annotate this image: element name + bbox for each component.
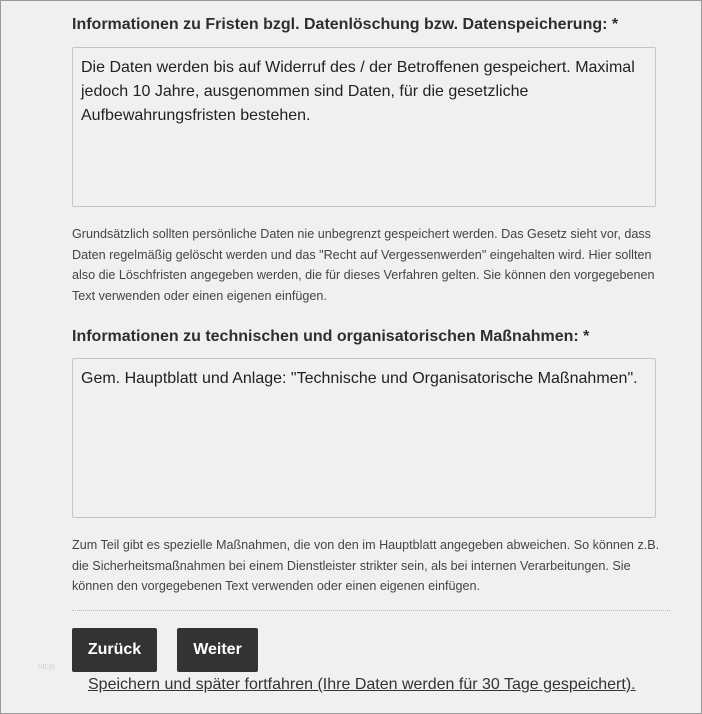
faint-text: htt:js <box>38 662 55 671</box>
next-button[interactable]: Weiter <box>177 628 258 672</box>
massnahmen-textarea[interactable]: Gem. Hauptblatt und Anlage: "Technische und Organisatorische Maßnahmen". <box>72 358 656 518</box>
fristen-textarea[interactable]: Die Daten werden bis auf Widerruf des / der Betroffenen gespeichert. Maximal jedoch 10 Jahre, ausgenommen sind Daten, für die gesetzliche Aufbewahrungsfristen bestehen. <box>72 47 656 207</box>
back-button[interactable]: Zurück <box>72 628 157 672</box>
massnahmen-label: Informationen zu technischen und organisatorischen Maßnahmen: * <box>72 328 590 345</box>
fristen-label: Informationen zu Fristen bzgl. Datenlöschung bzw. Datenspeicherung: * <box>72 16 619 33</box>
divider <box>72 610 670 611</box>
save-later-link[interactable]: Speichern und später fortfahren (Ihre Daten werden für 30 Tage gespeichert). <box>88 676 636 693</box>
fristen-help-text: Grundsätzlich sollten persönliche Daten nie unbegrenzt gespeichert werden. Das Gesetz sieht vor, dass Daten regelmäßig gelöscht werden und das "Recht auf Vergessenwerden" eingehalten wird. Hier sollten also die Löschfristen angegeben werden, die für dieses Verfahren gelten. Sie können den vorgegebenen Text verwenden oder einen eigenen einfügen. <box>72 227 655 304</box>
massnahmen-help-text: Zum Teil gibt es spezielle Maßnahmen, die von den im Hauptblatt angegeben abweichen. So können z.B. die Sicherheitsmaßnahmen bei einem Dienstleister strikter sein, als bei internen Verarbeitungen. Sie können den vorgegebenen Text verwenden oder einen eigenen einfügen. <box>72 538 660 594</box>
